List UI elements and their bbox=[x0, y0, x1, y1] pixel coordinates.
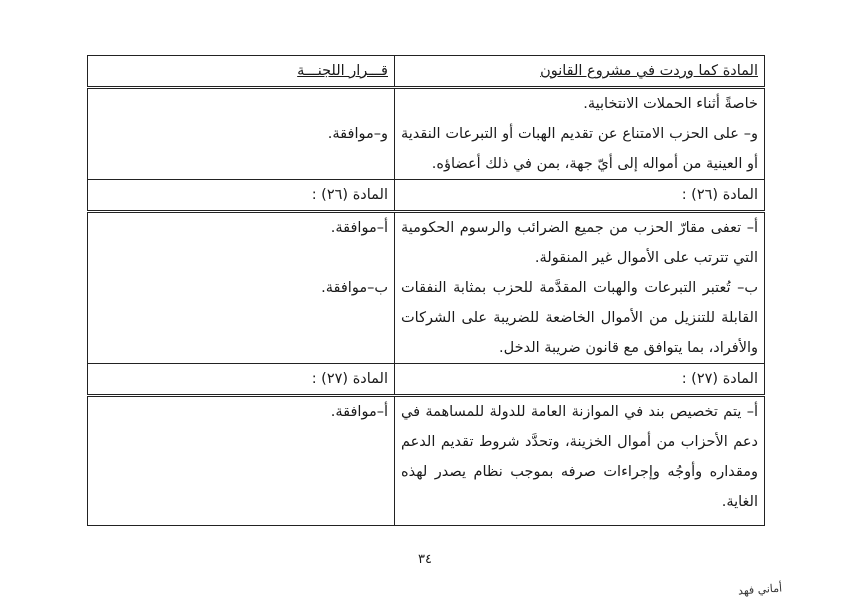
article-line: أ– يتم تخصيص بند في الموازنة العامة للدولة للمساهمة في bbox=[401, 404, 758, 420]
decision-title: المادة (٢٦) : bbox=[88, 180, 395, 212]
decision-title: المادة (٢٧) : bbox=[88, 364, 395, 396]
table-row bbox=[88, 364, 765, 396]
article-line: ب– تُعتبر التبرعات والهبات المقدَّمة للحزب بمثابة النفقات bbox=[401, 280, 758, 296]
article-line: دعم الأحزاب من أموال الخزينة، وتحدَّد شروط تقديم الدعم bbox=[401, 434, 758, 450]
article-text-cell bbox=[395, 212, 765, 364]
decision-cell bbox=[88, 212, 395, 364]
table-row bbox=[88, 396, 765, 526]
article-line: الغاية. bbox=[721, 494, 758, 510]
article-text-cell bbox=[395, 88, 765, 180]
decision-text: أ–موافقة. bbox=[330, 220, 388, 236]
signature: أماني فهد bbox=[737, 581, 783, 598]
decision-cell bbox=[88, 88, 395, 180]
table-row bbox=[88, 180, 765, 212]
article-line: ومقداره وأوجُه وإجراءات صرفه بموجب نظام يصدر لهذه bbox=[401, 464, 758, 480]
article-title: المادة (٢٧) : bbox=[395, 364, 765, 396]
article-line: والأفراد، بما يتوافق مع قانون ضريبة الدخل. bbox=[499, 340, 758, 356]
header-decision: قـــرار اللجنـــة bbox=[88, 56, 395, 88]
article-title: المادة (٢٦) : bbox=[395, 180, 765, 212]
article-line: و– على الحزب الامتناع عن تقديم الهبات أو التبرعات النقدية bbox=[401, 126, 758, 142]
decision-text: و–موافقة. bbox=[327, 126, 388, 142]
article-text-cell bbox=[395, 396, 765, 526]
article-line: القابلة للتنزيل من الأموال الخاضعة للضريبة على الشركات bbox=[401, 310, 758, 326]
decision-text: ب–موافقة. bbox=[321, 280, 388, 296]
page-number: ٣٤ bbox=[418, 552, 432, 567]
article-line: أ– تعفى مقارّ الحزب من جميع الضرائب والرسوم الحكومية bbox=[401, 220, 758, 236]
decision-text: أ–موافقة. bbox=[330, 404, 388, 420]
article-line: أو العينية من أمواله إلى أيّ جهة، بمن في ذلك أعضاؤه. bbox=[431, 156, 758, 172]
header-article: المادة كما وردت في مشروع القانون bbox=[395, 56, 765, 88]
decision-cell bbox=[88, 396, 395, 526]
table-header-row bbox=[88, 56, 765, 88]
article-line: التي تترتب على الأموال غير المنقولة. bbox=[534, 250, 758, 266]
table-row bbox=[88, 212, 765, 364]
table-row bbox=[88, 88, 765, 180]
law-comparison-table bbox=[87, 55, 765, 526]
article-line: خاصةً أثناء الحملات الانتخابية. bbox=[583, 96, 758, 112]
